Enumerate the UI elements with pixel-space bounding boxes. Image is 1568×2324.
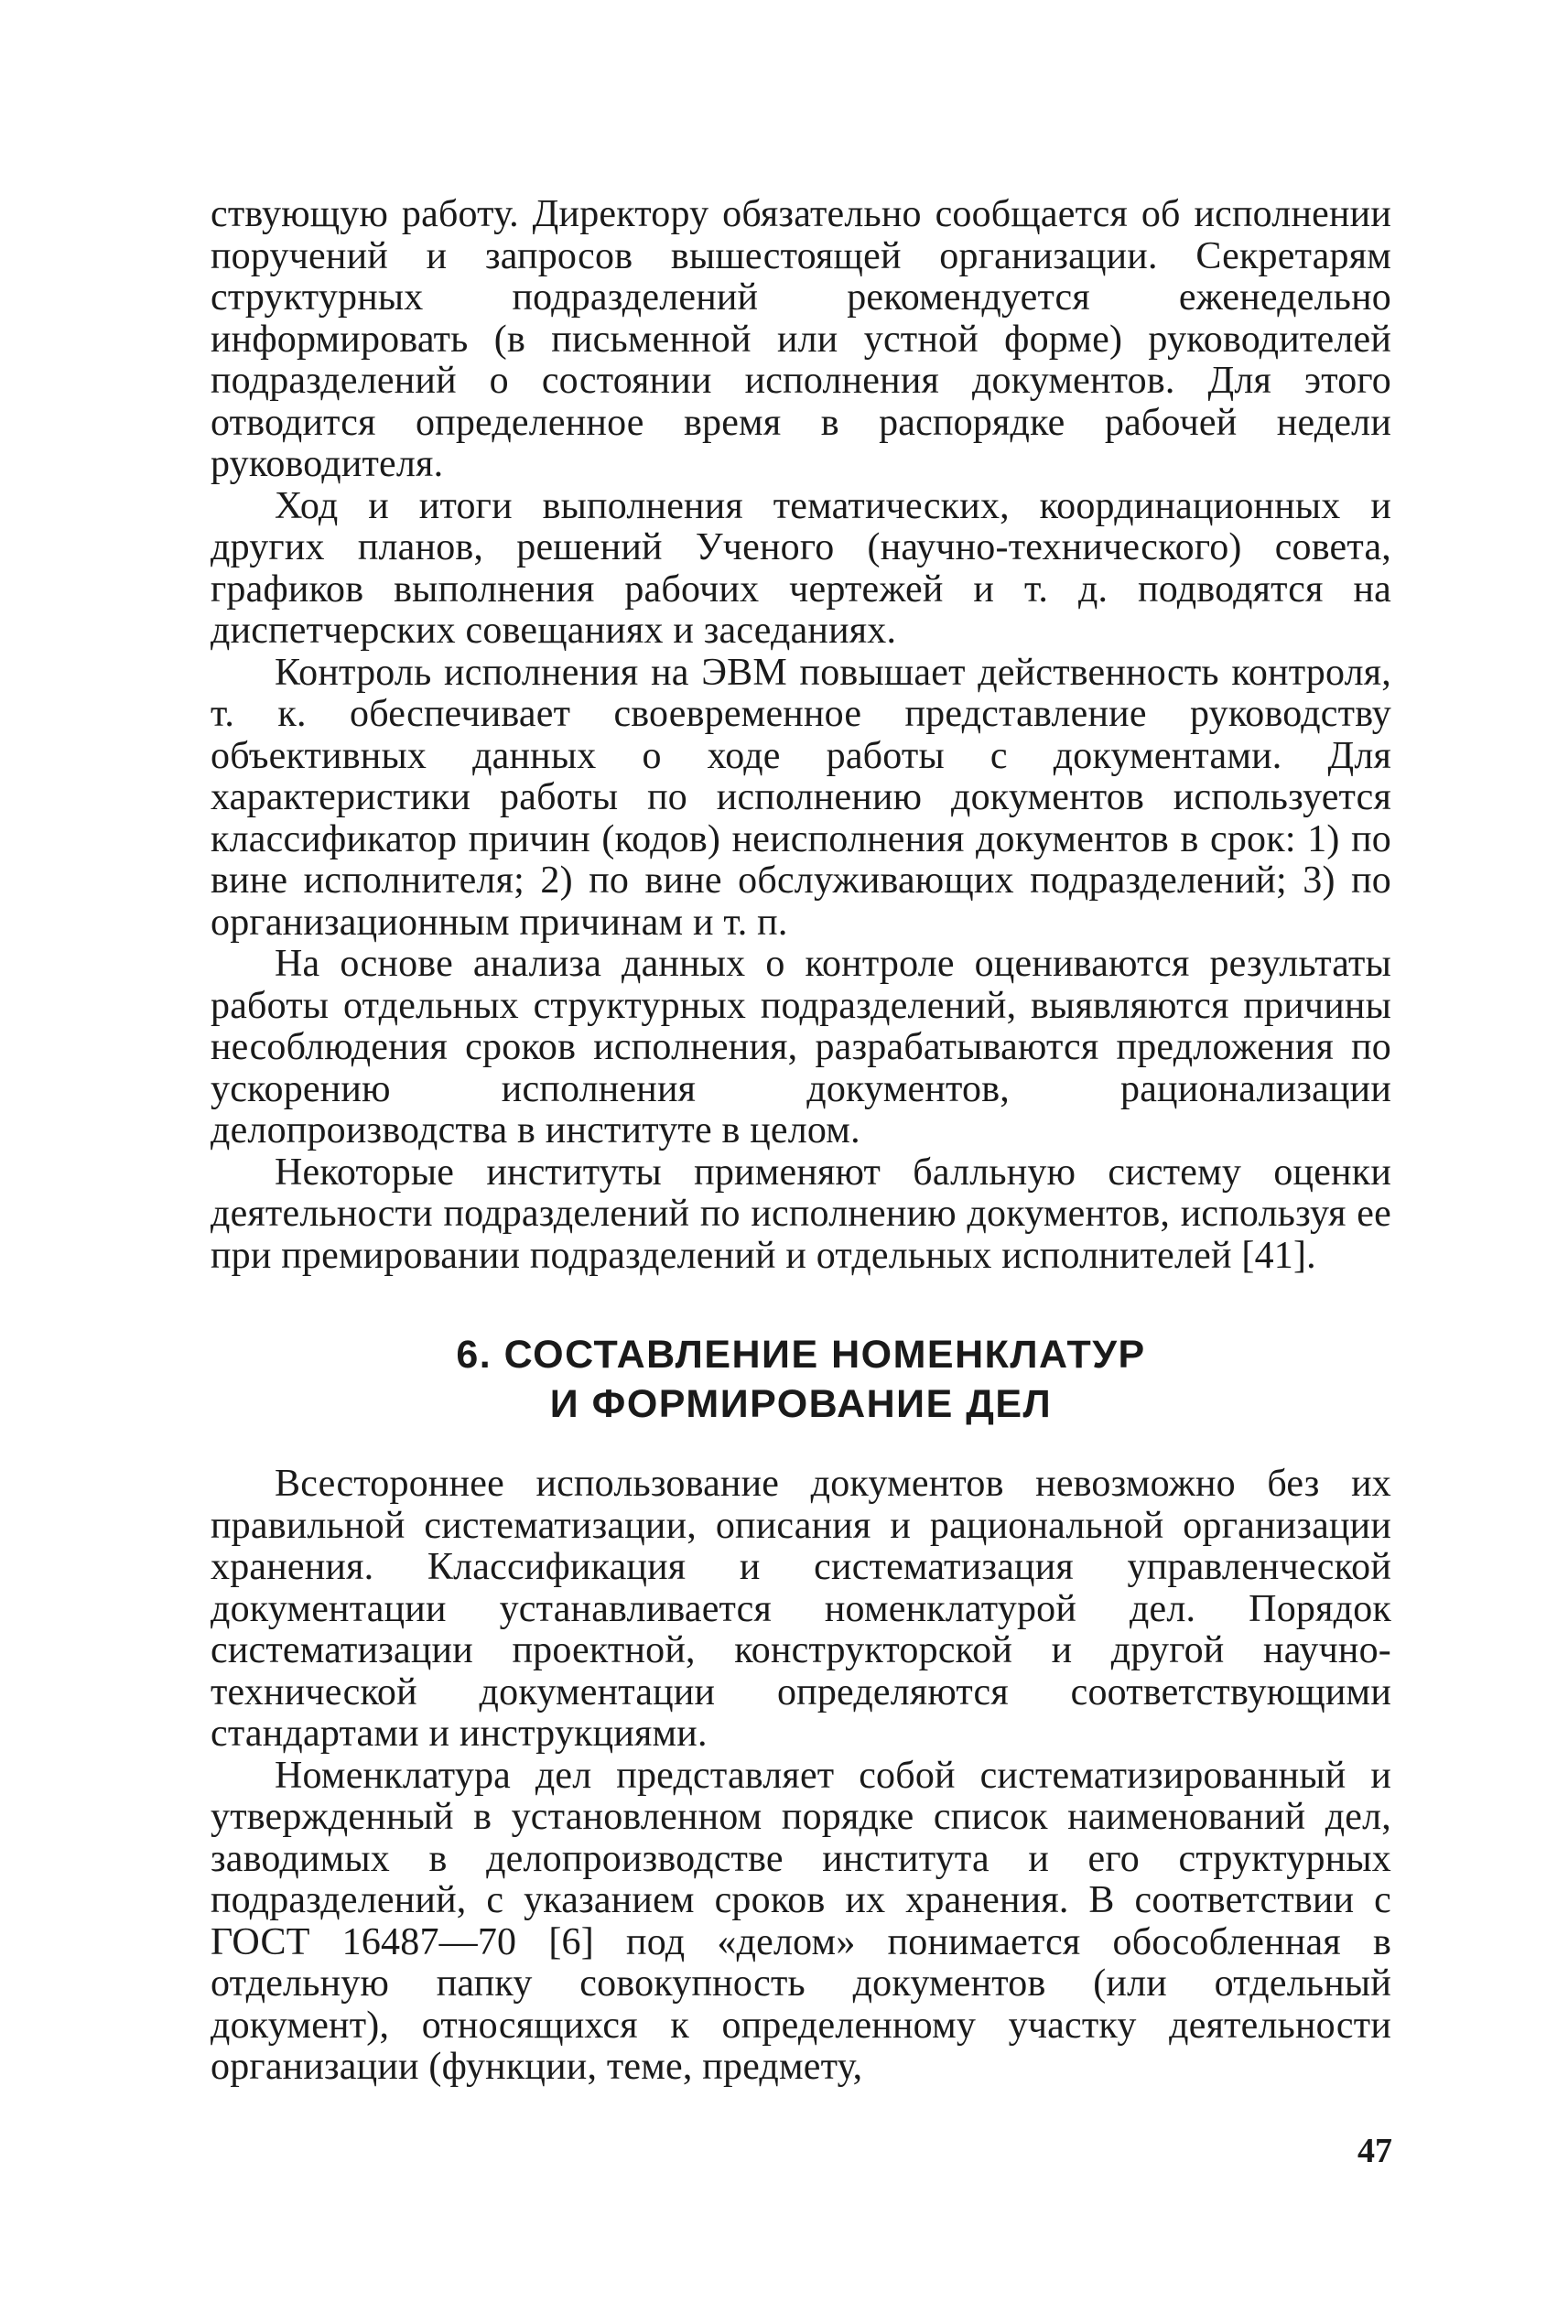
paragraph: Некоторые институты применяют балльную систему оценки деятельности подразделений по исполнению документов, используя ее при премировании подразделений и отдельных исполнителей [41]. [211,1151,1391,1277]
paragraph: Номенклатура дел представляет собой систематизированный и утвержденный в установленном порядке список наименований дел, заводимых в делопроизводстве института и его структурных подразделений, с указанием сроков их хранения. В соответствии с ГОСТ 16487—70 [6] под «делом» понимается обособленная в отдельную папку совокупность документов (или отдельный документ), относящихся к определенному участку деятельности организации (функции, теме, предмету, [211,1754,1391,2088]
section-heading-line: И ФОРМИРОВАНИЕ ДЕЛ [549,1382,1053,1426]
page-number: 47 [1357,2132,1392,2170]
section-heading [211,1330,1391,1429]
paragraph: На основе анализа данных о контроле оцениваются результаты работы отдельных структурных подразделений, выявляются причины несоблюдения сроков исполнения, разрабатываются предложения по ускорению исполнения документов, рационализации делопроизводства в институте в целом. [211,943,1391,1151]
paragraph: Контроль исполнения на ЭВМ повышает действенность контроля, т. к. обеспечивает своевременное представление руководству объективных данных о ходе работы с документами. Для характеристики работы по исполнению документов используется классификатор причин (кодов) неисполнения документов в срок: 1) по вине исполнителя; 2) по вине обслуживающих подразделений; 3) по организационным причинам и т. п. [211,651,1391,944]
paragraph: Ход и итоги выполнения тематических, координационных и других планов, решений Ученого (научно-технического) совета, графиков выполнения рабочих чертежей и т. д. подводятся на диспетчерских совещаниях и заседаниях. [211,484,1391,652]
paragraph-continued: ствующую работу. Директору обязательно сообщается об исполнении поручений и запросов вышестоящей организации. Секретарям структурных подразделений рекомендуется еженедельно информировать (в письменной или устной форме) руководителей подразделений о состоянии исполнения документов. Для этого отводится определенное время в распорядке рабочей недели руководителя. [211,193,1391,485]
section-heading-line: 6. СОСТАВЛЕНИЕ НОМЕНКЛАТУР [456,1333,1146,1377]
paragraph: Всестороннее использование документов невозможно без их правильной систематизации, описания и рациональной организации хранения. Классификация и систематизация управленческой документации устанавливается номенклатурой дел. Порядок систематизации проектной, конструкторской и другой научно-технической документации определяются соответствующими стандартами и инструкциями. [211,1463,1391,1755]
book-page [211,194,1391,2089]
